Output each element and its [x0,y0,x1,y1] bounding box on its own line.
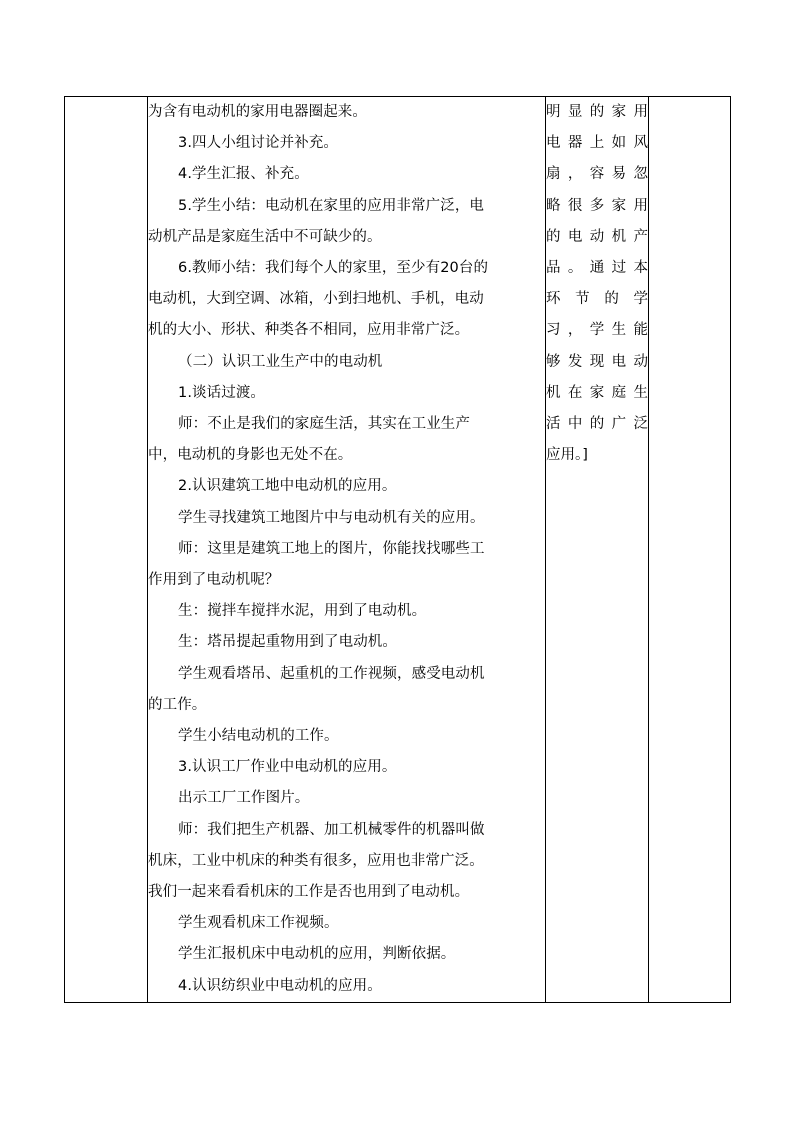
design-note-line: 应用。] [546,447,588,464]
content-line: 2.认识建筑工地中电动机的应用。 [178,478,397,495]
content-line: 作用到了电动机呢？ [148,572,280,589]
content-line: 4.学生汇报、补充。 [178,166,309,183]
design-note-line: 的电动机产 [546,228,648,245]
content-line: 我们一起来看看机床的工作是否也用到了电动机。 [148,884,470,901]
content-line: 1.谈话过渡。 [178,384,266,401]
content-line: 学生汇报机床中电动机的应用，判断依据。 [178,946,456,963]
content-line: 4.认识纺织业中电动机的应用。 [178,977,382,994]
content-line: 师：我们把生产机器、加工机械零件的机器叫做 [178,821,485,838]
content-line: 电动机，大到空调、冰箱，小到扫地机、手机，电动 [148,291,484,308]
content-line: 学生寻找建筑工地图片中与电动机有关的应用。 [178,509,485,526]
design-note-line: 机在家庭生 [546,384,648,401]
design-note-line: 略很多家用 [546,197,648,214]
design-note-line: 电器上如风 [546,135,648,152]
design-note-line: 扇，容易忽 [546,166,648,183]
content-line: 出示工厂工作图片。 [178,790,310,807]
design-note-line: 够发现电动 [546,353,648,370]
content-line: 机床，工业中机床的种类有很多，应用也非常广泛。 [148,852,484,869]
design-note-line: 明显的家用 [546,104,648,120]
table-row [65,97,731,1003]
content-line: 学生观看塔吊、起重机的工作视频，感受电动机 [178,665,485,682]
content-line: 师：这里是建筑工地上的图片，你能找找哪些工 [178,540,485,557]
blank-right-cell [649,97,731,1003]
content-line: 6.教师小结：我们每个人的家里，至少有20台的 [178,260,489,277]
design-intent-cell [546,97,649,1003]
lesson-plan-table [64,96,731,1003]
blank-left-cell [65,97,148,1003]
design-note-line: 习，学生能 [546,322,648,339]
content-line: 的工作。 [148,696,207,713]
design-note-line: 品。通过本 [546,260,648,277]
content-line: 3.四人小组讨论并补充。 [178,135,339,152]
content-line: 生：塔吊提起重物用到了电动机。 [178,634,397,651]
content-line: 师：不止是我们的家庭生活，其实在工业生产 [178,416,470,433]
teaching-process-cell [148,97,546,1003]
content-line: 生：搅拌车搅拌水泥，用到了电动机。 [178,603,427,620]
design-note-line: 环节的学 [546,291,648,308]
content-line: 学生小结电动机的工作。 [178,728,339,745]
content-line: 为含有电动机的家用电器圈起来。 [148,104,367,120]
content-line: 机的大小、形状、种类各不相同，应用非常广泛。 [148,322,470,339]
content-line: 中，电动机的身影也无处不在。 [148,447,353,464]
content-line: 3.认识工厂作业中电动机的应用。 [178,759,397,776]
content-line: （二）认识工业生产中的电动机 [178,353,383,370]
content-line: 5.学生小结：电动机在家里的应用非常广泛，电 [178,197,485,214]
design-note-line: 活中的广泛 [546,416,648,433]
content-line: 学生观看机床工作视频。 [178,915,339,932]
content-line: 动机产品是家庭生活中不可缺少的。 [148,228,382,245]
